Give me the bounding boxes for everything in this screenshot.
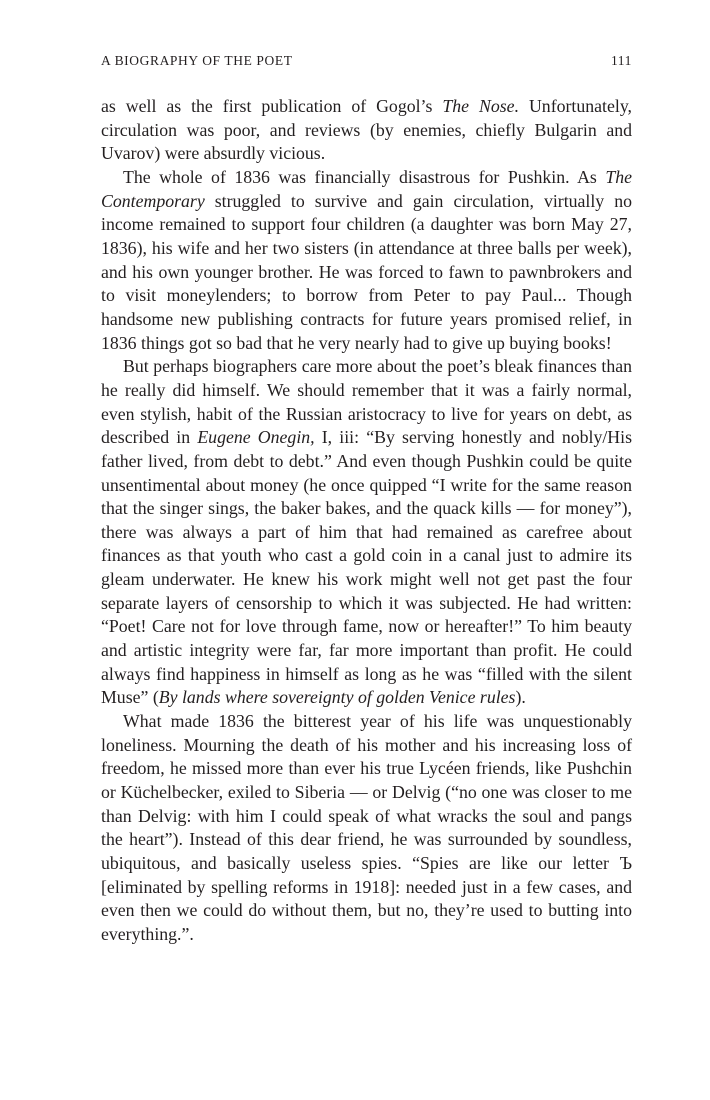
text-run: The whole of 1836 was financially disastrous for Pushkin. As	[123, 166, 606, 187]
paragraph	[101, 166, 632, 355]
italic-run: By lands where sovereignty of golden Venice rules	[158, 687, 516, 708]
italic-run: The Contemporary	[101, 166, 632, 211]
paragraph	[101, 710, 632, 947]
text-run: as well as the first publication of Gogol’s	[101, 96, 443, 116]
text-run: struggled to survive and gain circulation, virtually no income remained to support four children (a daughter was born May 27, 1836), his wife and her two sisters (in attendance at three balls per week), and his own younger brother. He was forced to fawn to pawnbrokers and to visit moneylenders; to borrow from Peter to pay Paul... Though handsome new publishing contracts for future years promised relief, in 1836 things got so bad that he very nearly had to give up buying books!	[101, 190, 632, 353]
running-head	[101, 53, 632, 73]
text-run: Unfortunately, circulation was poor, and reviews (by enemies, chiefly Bulgarin and Uvarov) were absurdly vicious.	[101, 96, 633, 164]
text-run: But perhaps biographers care more about the poet’s bleak finances than he really did himself. We should remember that it was a fairly normal, even stylish, habit of the Russian aristocracy to live for years on debt, as described in	[101, 356, 632, 448]
text-run: What made 1836 the bitterest year of his life was unquestionably loneliness. Mourning the death of his mother and his increasing loss of freedom, he missed more than ever his true Lycéen friends, like Pushchin or Küchelbecker, exiled to Siberia — or Delvig (“no one was closer to me than Delvig: with him I could speak of what wracks the soul and pangs the heart”). Instead of this dear friend, he was surrounded by soundless, ubiquitous, and basically useless spies. “Spies are like our letter Ъ [eliminated by spelling reforms in 1918]: needed just in a few cases, and even then we could do without them, but no, they’re used to butting into everything.”.	[101, 711, 632, 944]
page-number: 111	[610, 53, 632, 68]
running-title: A BIOGRAPHY OF THE POET	[101, 53, 293, 68]
body-text	[101, 95, 632, 947]
italic-run: The Nose.	[442, 96, 520, 116]
paragraph	[101, 95, 632, 166]
italic-run: Eugene Onegin,	[197, 427, 315, 448]
paragraph	[101, 355, 632, 710]
text-run: I, iii: “By serving honestly and nobly/His father lived, from debt to debt.” And even though Pushkin could be quite unsentimental about money (he once quipped “I write for the same reason that the singer sings, the baker bakes, and the quack kills — for money”), there was always a part of him that had remained as carefree about finances as that youth who cast a gold coin in a canal just to admire its gleam underwater. He knew his work might well not get past the four separate layers of censorship to which it was subjected. He had written: “Poet! Care not for love through fame, now or hereafter!” To him beauty and artistic integrity were far, far more important than profit. He could always find happiness in himself as long as he was “filled with the silent Muse” (	[101, 427, 632, 708]
text-run: ).	[515, 687, 526, 708]
